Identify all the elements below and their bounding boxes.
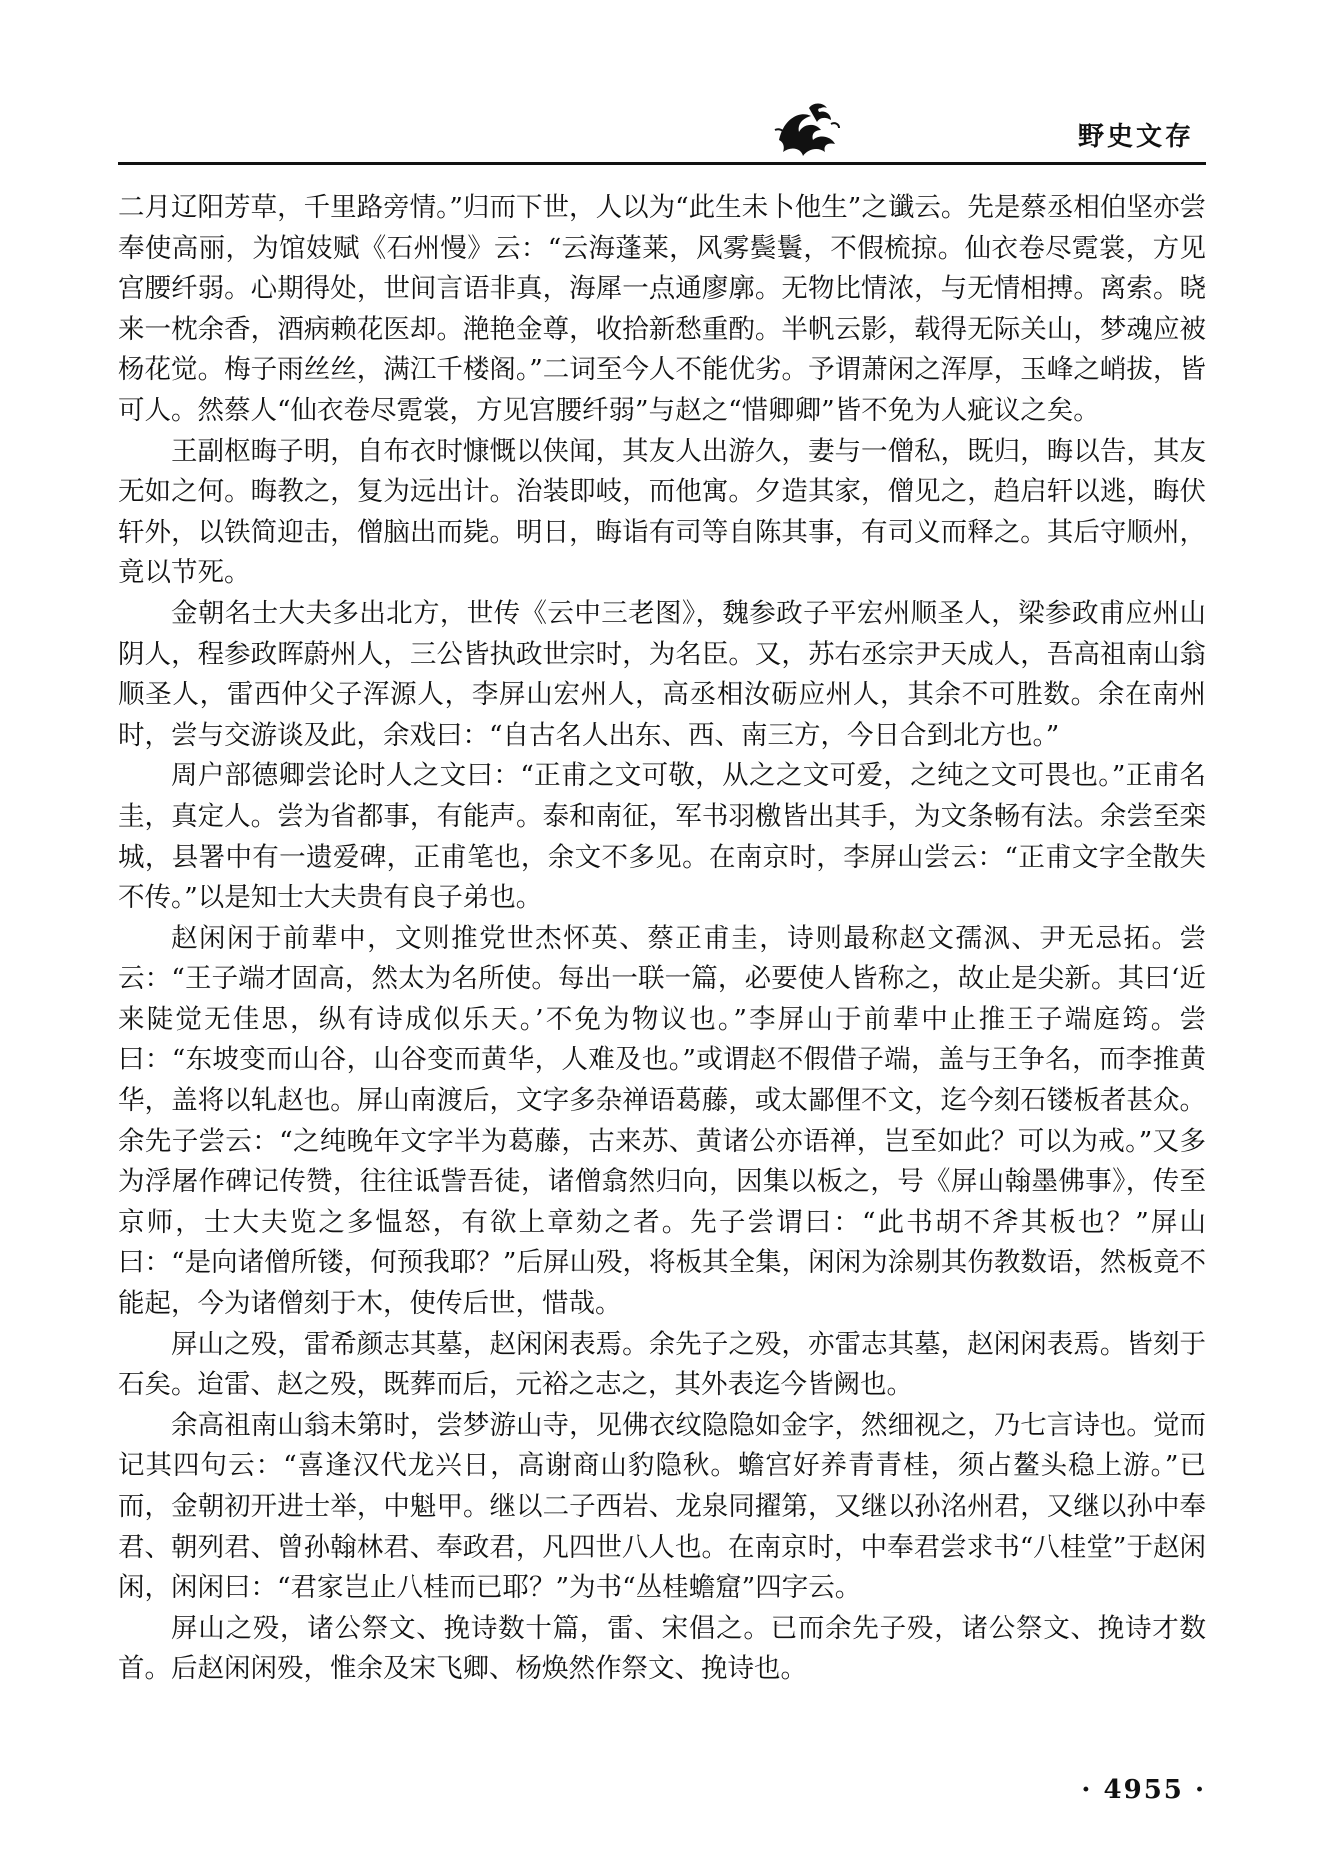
paragraph: 屏山之殁，诸公祭文、挽诗数十篇，雷、宋倡之。已而余先子殁，诸公祭文、挽诗才数首。后赵闲闲殁，惟余及宋飞卿、杨焕然作祭文、挽诗也。: [118, 1612, 1206, 1685]
paragraph: 二月辽阳芳草，千里路旁情。”归而下世，人以为“此生未卜他生”之谶云。先是蔡丞相伯坚亦尝奉使高丽，为馆妓赋《石州慢》云：“云海蓬莱，风雾鬓鬟，不假梳掠。仙衣卷尽霓裳，方见宫腰纤弱。心期得处，世间言语非真，海犀一点通廖廓。无物比情浓，与无情相搏。离索。晓来一枕余香，酒病赖花医却。滟艳金尊，收拾新愁重酌。半帆云影，载得无际关山，梦魂应被杨花觉。梅子雨丝丝，满江千楼阁。”二词至今人不能优劣。予谓萧闲之浑厚，玉峰之峭拔，皆可人。然蔡人“仙衣卷尽霓裳，方见宫腰纤弱”与赵之“惜卿卿”皆不免为人疵议之矣。: [118, 192, 1206, 426]
paragraph: 王副枢晦子明，自布衣时慷慨以侠闻，其友人出游久，妻与一僧私，既归，晦以告，其友无如之何。晦教之，复为远出计。治装即岐，而他寓。夕造其家，僧见之，趋启轩以逃，晦伏轩外，以铁简迎击，僧脑出而毙。明日，晦诣有司等自陈其事，有司义而释之。其后守顺州，竟以节死。: [118, 435, 1206, 589]
body-text: [118, 188, 1206, 1690]
paragraph: 金朝名士大夫多出北方，世传《云中三老图》，魏参政子平宏州顺圣人，梁参政甫应州山阴人，程参政晖蔚州人，三公皆执政世宗时，为名臣。又，苏右丞宗尹天成人，吾高祖南山翁顺圣人，雷西仲父子浑源人，李屏山宏州人，高丞相汝砺应州人，其余不可胜数。余在南州时，尝与交游谈及此，余戏曰：“自古名人出东、西、南三方，今日合到北方也。”: [118, 597, 1206, 751]
paragraph: 屏山之殁，雷希颜志其墓，赵闲闲表焉。余先子之殁，亦雷志其墓，赵闲闲表焉。皆刻于石矣。迨雷、赵之殁，既葬而后，元裕之志之，其外表迄今皆阙也。: [118, 1328, 1206, 1401]
paragraph: 赵闲闲于前辈中，文则推党世杰怀英、蔡正甫圭，诗则最称赵文孺沨、尹无忌拓。尝云：“王子端才固高，然太为名所使。每出一联一篇，必要使人皆称之，故止是尖新。其曰‘近来陡觉无佳思，纵有诗成似乐天。’不免为物议也。”李屏山于前辈中止推王子端庭筠。尝曰：“东坡变而山谷，山谷变而黄华，人难及也。”或谓赵不假借子端，盖与王争名，而李推黄华，盖将以轧赵也。屏山南渡后，文字多杂禅语葛藤，或太鄙俚不文，迄今刻石镂板者甚众。余先子尝云：“之纯晚年文字半为葛藤，古来苏、黄诸公亦语禅，岂至如此？可以为戒。”又多为浮屠作碑记传赞，往往诋訾吾徒，诸僧翕然归向，因集以板之，号《屏山翰墨佛事》，传至京师，士大夫览之多愠怒，有欲上章劾之者。先子尝谓曰：“此书胡不斧其板也？”屏山曰：“是向诸僧所镂，何预我耶？”后屏山殁，将板其全集，闲闲为涂剔其伤教数语，然板竟不能起，今为诸僧刻于木，使传后世，惜哉。: [118, 922, 1206, 1320]
paragraph: 余高祖南山翁未第时，尝梦游山寺，见佛衣纹隐隐如金字，然细视之，乃七言诗也。觉而记其四句云：“喜逢汉代龙兴日，高谢商山豹隐秋。蟾宫好养青青桂，须占鳌头稳上游。”已而，金朝初开进士举，中魁甲。继以二子西岩、龙泉同擢第，又继以孙洺州君，又继以孙中奉君、朝列君、曾孙翰林君、奉政君，凡四世八人也。在南京时，中奉君尝求书“八桂堂”于赵闲闲，闲闲曰：“君家岂止八桂而已耶？”为书“丛桂蟾窟”四字云。: [118, 1409, 1206, 1604]
header-rule: [118, 162, 1206, 165]
page-number: · 4955 ·: [1081, 1775, 1206, 1805]
book-title: 野史文存: [1077, 122, 1194, 152]
paragraph: 周户部德卿尝论时人之文曰：“正甫之文可敬，从之之文可爱，之纯之文可畏也。”正甫名圭，真定人。尝为省都事，有能声。泰和南征，军书羽檄皆出其手，为文条畅有法。余尝至栾城，县署中有一遗爱碑，正甫笔也，余文不多见。在南京时，李屏山尝云：“正甫文字全散失不传。”以是知士大夫贵有良子弟也。: [118, 760, 1206, 914]
dragon-emblem-icon: [773, 100, 841, 162]
page-header: [118, 96, 1206, 168]
